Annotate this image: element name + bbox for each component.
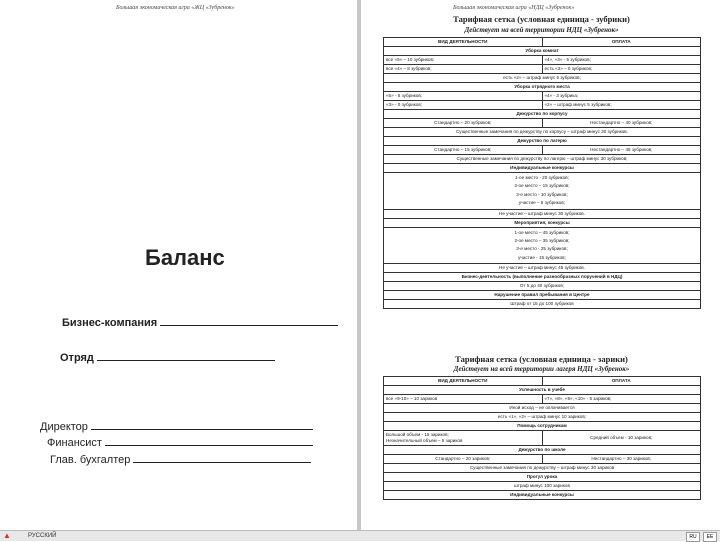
tariff-table-zariki [383, 376, 701, 500]
table-cell: Иной исход – не оплачивается [384, 404, 701, 413]
table-cell: есть «1», «2» – штраф минус 10 зариков; [384, 413, 701, 422]
section-heading: Уборка комнат [384, 47, 701, 56]
financier-field[interactable] [47, 435, 313, 449]
table-cell: «3» - 0 зубриков; [384, 101, 543, 110]
table-cell: Штраф от 15 до 100 зубриков [384, 300, 701, 309]
table-cell [384, 173, 701, 210]
language-label[interactable]: РУССКИЙ [28, 533, 57, 539]
page-header: Большая экономическая игра «НДЦ «Зубренок» [453, 5, 575, 11]
section-heading: Уборка отрядного места [384, 83, 701, 92]
table-cell: «2» – штраф минус 5 зубриков; [542, 101, 701, 110]
section-heading: Мероприятия, конкурсы [384, 218, 701, 227]
balance-title: Баланс [145, 245, 225, 270]
list-item: участие – 5 зубриков; [518, 200, 566, 206]
section-heading: Успешность в учебе [384, 386, 701, 395]
company-field[interactable] [62, 315, 338, 329]
table-cell: Не участие – штраф минус 45 зубриков. [384, 264, 701, 273]
table-cell: От 5 до 40 зубриков; [384, 282, 701, 291]
section-heading: Дежурство по корпусу [384, 110, 701, 119]
taskbar [0, 530, 720, 541]
column-header: ОПЛАТА [542, 38, 701, 47]
list-item: 3-е место - 25 зубриков; [516, 246, 568, 252]
table-cell [384, 431, 543, 446]
table-cell: все «5» – 10 зубриков; [384, 56, 543, 65]
financier-underline [105, 435, 313, 446]
table-cell: Бизнес-деятельность (выполнение разнообразных поручений в НДЦ) [384, 273, 701, 282]
company-underline [160, 315, 338, 326]
section-heading: Индивидуальные конкурсы [384, 164, 701, 173]
table-cell: Не участие – штраф минус 30 зубриков. [384, 209, 701, 218]
table-cell: «7», «8», «9», «10» - 5 зариков; [542, 395, 701, 404]
director-field[interactable] [40, 419, 313, 433]
column-header: ВИД ДЕЯТЕЛЬНОСТИ [384, 38, 543, 47]
squad-underline [97, 350, 275, 361]
language-indicator-icon[interactable]: ▲ [3, 531, 11, 540]
director-label: Директор [40, 421, 88, 433]
tray-icon[interactable]: RU [686, 532, 700, 542]
table-cell: Стандартно – 20 зариков; [384, 455, 543, 464]
tray-icon[interactable]: EE [703, 532, 717, 542]
accountant-underline [133, 452, 311, 463]
table-cell: Нестандартно – 30 зариков; [542, 455, 701, 464]
list-item: Незначительный объем – 5 зариков [386, 438, 463, 443]
table-cell: штраф минус 100 зариков [384, 482, 701, 491]
table-header-row [384, 38, 701, 47]
tariff-title-zubriki: Тарифная сетка (условная единица - зубрики) [453, 14, 630, 24]
list-item: участие - 15 зубриков; [518, 254, 566, 260]
table-header-row [384, 377, 701, 386]
table-cell: Нестандартно – 40 зубриков; [542, 119, 701, 128]
page-divider [357, 0, 361, 530]
table-cell: все «9-10» – 10 зариков [384, 395, 543, 404]
accountant-field[interactable] [50, 452, 311, 466]
page-header: Большая экономическая игра «ЖЦ «Зубренок» [116, 5, 235, 11]
section-heading: Нарушение правил пребывания в Центре [384, 291, 701, 300]
section-heading: Дежурство по школе [384, 446, 701, 455]
section-heading: Помощь сотрудникам [384, 422, 701, 431]
column-header: ВИД ДЕЯТЕЛЬНОСТИ [384, 377, 543, 386]
left-document-page [0, 0, 355, 530]
table-cell: Нестандартно – 45 зубриков; [542, 146, 701, 155]
table-cell: Существенные замечания по дежурству – штраф минус 30 зариков [384, 464, 701, 473]
table-cell: Существенные замечания по дежурству по лагерю – штраф минус 30 зубриков; [384, 155, 701, 164]
section-heading: Дежурство по лагерю [384, 137, 701, 146]
list-item: 2-ое место – 35 зубриков; [514, 238, 570, 244]
list-item: 1-ое место – 45 зубриков; [514, 229, 570, 235]
table-cell [384, 227, 701, 264]
table-cell: «4», «3» - 5 зубриков; [542, 56, 701, 65]
table-cell: Существенные замечания по дежурству по корпусу – штраф минус 30 зубриков. [384, 128, 701, 137]
list-item: Большой объем - 15 зариков; [386, 432, 449, 437]
list-item: 1-ое место - 20 зубриков; [514, 175, 570, 180]
table-cell: Стандартно – 20 зубриков; [384, 119, 543, 128]
table-cell: есть «2» – штраф минус 5 зубриков; [384, 74, 701, 83]
tariff-subtitle-zariki: Действует на всей территории лагеря НДЦ «Зубренок» [453, 365, 630, 373]
table-cell: Стандартно – 15 зубриков; [384, 146, 543, 155]
section-heading: Индивидуальные конкурсы [384, 491, 701, 500]
table-cell: все «4» – 8 зубриков; [384, 65, 543, 74]
list-item: 2-ое место – 15 зубриков; [514, 183, 570, 189]
financier-label: Финансист [47, 437, 102, 449]
table-cell: «5» - 5 зубриков; [384, 92, 543, 101]
director-underline [91, 419, 313, 430]
tariff-table-zubriki [383, 37, 701, 309]
tariff-title-zariki: Тарифная сетка (условная единица - зарики) [455, 354, 628, 364]
table-cell: «4» - 3 зубрика; [542, 92, 701, 101]
squad-label: Отряд [60, 352, 94, 364]
company-label: Бизнес-компания [62, 317, 158, 329]
tariff-subtitle-zubriki: Действует на всей территории НДЦ «Зубренок» [464, 26, 619, 34]
list-item: 3-е место - 10 зубриков; [516, 191, 568, 197]
accountant-label: Глав. бухгалтер [50, 454, 131, 466]
table-cell: есть «3» – 0 зубриков; [542, 65, 701, 74]
column-header: ОПЛАТА [542, 377, 701, 386]
section-heading: Прогул урока [384, 473, 701, 482]
right-document-page [363, 0, 720, 530]
squad-field[interactable] [60, 350, 275, 364]
table-cell: Средний объем - 10 зариков; [542, 431, 701, 446]
